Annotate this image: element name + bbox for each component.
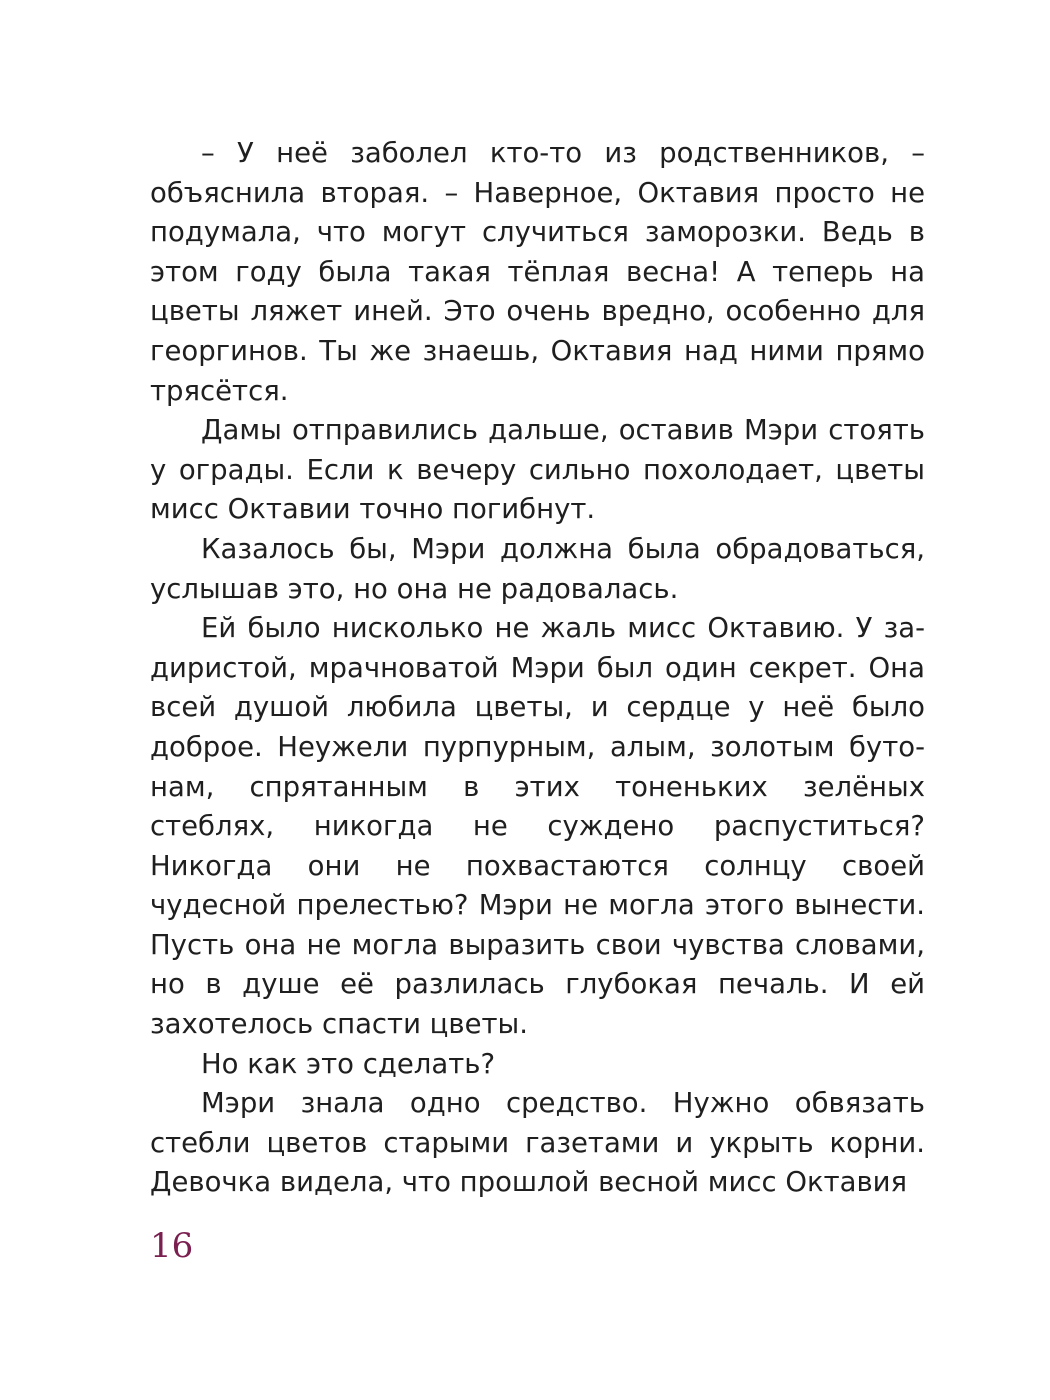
paragraph-3: Казалось бы, Мэри должна была обрадоваться, услышав это, но она не радовалась.	[150, 532, 925, 605]
paragraph-1: – У неё заболел кто-то из родственников, – объяснила вторая. – Наверное, Октавия просто не подумала, что могут случиться заморозки. Ведь в этом году была такая тёплая весна! А теперь на цветы ляжет иней. Это очень вредно, особенно для георгинов. Ты же знаешь, Октавия над ними прямо трясётся.	[150, 137, 925, 407]
paragraph-2: Дамы отправились дальше, оставив Мэри стоять у ограды. Если к вечеру сильно похолодает, цветы мисс Октавии точно погибнут.	[150, 414, 925, 526]
paragraph-5: Но как это сделать?	[201, 1047, 496, 1080]
paragraph-6: Мэри знала одно средство. Нужно обвязать стебли цветов старыми газетами и укрыть корни. Девочка видела, что прошлой весной мисс Октавия	[150, 1087, 925, 1199]
body-text	[150, 134, 925, 1203]
page-number: 16	[150, 1226, 194, 1266]
paragraph-4: Ей было нисколько не жаль мисс Октавию. У задиристой, мрачноватой Мэри был один секрет. Она всей душой любила цветы, и сердце у неё было доброе. Неужели пурпурным, алым, золотым бутонам, спрятанным в этих тоненьких зелёных стеблях, никогда не суждено распуститься? Никогда они не похвастаются солнцу своей чудесной прелестью? Мэри не могла этого вынести. Пусть она не могла выразить свои чувства словами, но в душе её разлилась глубокая печаль. И ей захотелось спасти цветы.	[150, 612, 925, 1041]
